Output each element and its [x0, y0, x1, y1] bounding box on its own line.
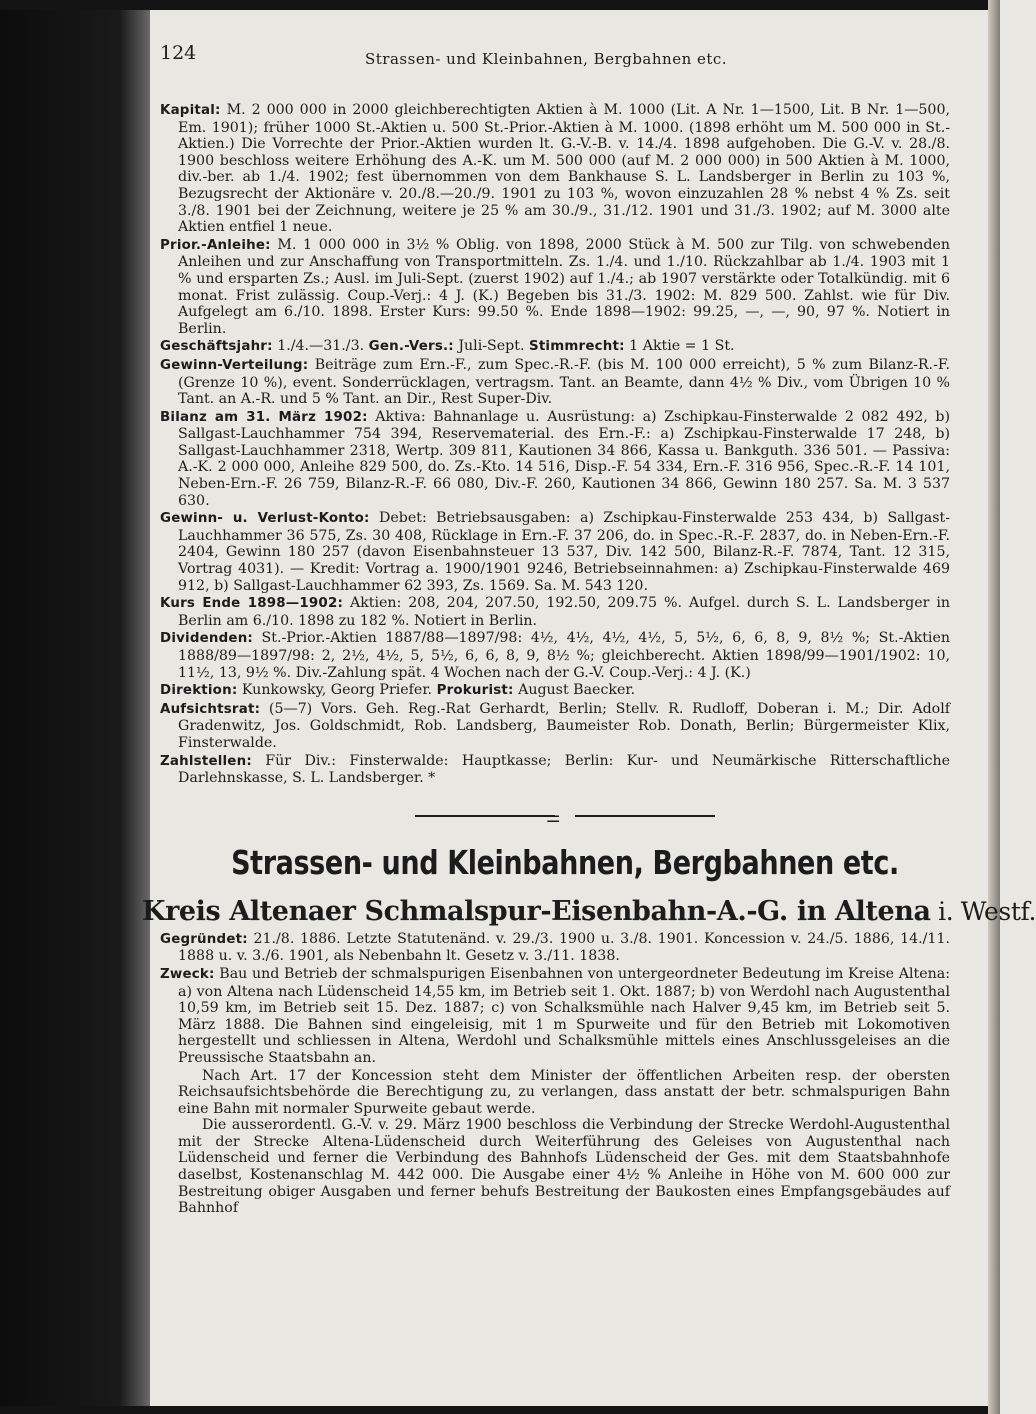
- entry-extra-label: Stimmrecht:: [528, 339, 625, 355]
- entry-text: Debet: Betriebsausgaben: a) Zschipkau-Finsterwalde 253 434, b) Sallgast-Lauchhammer 36 575, Zs. 30 408, Rücklage in Ern.-F. 37 206, do. in Spec.-R.-F. 2837, do. in Neben-Ern.-F. 2404, Gewinn 180 257 (davon Eisenbahnsteuer 13 537, Div. 142 500, Bilanz-R.-F. 7874, Tant. 12 315, Vortrag 4031). — Kredit: Vortrag a. 1900/1901 9246, Betriebseinnahmen: a) Zschipkau-Finsterwalde 469 912, b) Sallgast-Lauchhammer 62 393, Zs. 1569. Sa. M. 543 120.: [178, 510, 951, 594]
- entry-label: Aufsichtsrat:: [160, 701, 261, 717]
- scan-top-margin: [0, 0, 1000, 10]
- entry-extra-text: August Baecker.: [518, 682, 636, 699]
- entry-text: Aktien: 208, 204, 207.50, 192.50, 209.75 %. Aufgel. durch S. L. Landsberger in Berlin am 6./10. 1898 zu 182 %. Notiert in Berlin.: [178, 595, 950, 629]
- page-content: [142, 40, 1036, 1370]
- entry-label: Direktion:: [160, 683, 238, 699]
- section-divider: [160, 803, 950, 831]
- scan-bottom-margin: [0, 1406, 1000, 1414]
- entry-paragraph: [160, 931, 950, 965]
- entry-extra-label: Gen.-Vers.:: [368, 339, 454, 355]
- entry-text: (5—7) Vors. Geh. Reg.-Rat Gerhardt, Berlin; Stellv. R. Rudloff, Doberan i. M.; Dir. Adolf Gradenwitz, Jos. Goldschmidt, Rob. Landsberg, Baumeister Rob. Donath, Berlin; Bürgermeister Klix, Finsterwalde.: [178, 700, 950, 751]
- entry-label: Zweck:: [160, 966, 215, 982]
- entry-text: 21./8. 1886. Letzte Statutenänd. v. 29./3. 1900 u. 3./8. 1901. Koncession v. 24./5. 1886, 14./11. 1888 u. v. 3./6. 1901, als Nebenbahn lt. Gesetz v. 3./11. 1838.: [178, 930, 950, 965]
- scan-right-margin: [988, 0, 1000, 1414]
- divider-line-right: [575, 815, 715, 817]
- scan-left-margin: [0, 0, 150, 1414]
- entry-paragraph: [160, 357, 950, 408]
- entry-paragraph: [160, 966, 950, 1067]
- page-number: 124: [160, 42, 197, 64]
- entry-label: Dividenden:: [160, 631, 253, 647]
- entry-paragraph: [160, 102, 950, 236]
- entry-paragraph: [160, 701, 950, 752]
- entry-text: Bau und Betrieb der schmalspurigen Eisenbahnen von untergeordneter Bedeutung im Kreise Altena: a) von Altena nach Lüdenscheid 14,55 km, im Betrieb seit 1. Okt. 1887; b) von Werdohl nach Augustenthal 10,59 km, im Betrieb seit 15. Dez. 1887; c) von Schalksmühle nach Halver 9,45 km, im Betrieb seit 5. März 1888. Die Bahnen sind eingeleisig, mit 1 m Spurweite und für den Betrieb mit Lokomotiven hergestellt und schliessen in Altena, Werdohl und Schalksmühle mittels eines Anschlussgeleises an die Preussische Staatsbahn an.: [178, 965, 950, 1066]
- divider-line-left: [415, 815, 555, 817]
- paragraphs-bottom: [160, 1068, 950, 1217]
- entries-bottom: [160, 931, 950, 1067]
- entry-label: Gewinn- u. Verlust-Konto:: [160, 511, 370, 527]
- entry-label: Kapital:: [160, 103, 221, 118]
- entry-label: Geschäftsjahr:: [160, 339, 273, 355]
- running-head: [160, 40, 950, 76]
- running-title: Strassen- und Kleinbahnen, Bergbahnen etc.: [365, 50, 728, 68]
- entry-paragraph: [160, 630, 950, 681]
- entry-label: Gegründet:: [160, 931, 248, 947]
- entry-paragraph: [160, 409, 950, 510]
- entry-label: Bilanz am 31. März 1902:: [160, 409, 368, 425]
- entry-text: Kunkowsky, Georg Priefer.: [241, 682, 433, 699]
- entry-text: Für Div.: Finsterwalde: Hauptkasse; Berlin: Kur- und Neumärkische Ritterschaftliche Darlehnskasse, S. L. Landsberger. *: [178, 752, 950, 787]
- entry-extra-text: Juli-Sept.: [458, 338, 525, 355]
- company-location-suffix: i. Westf.: [930, 896, 1036, 926]
- body-paragraph: Die ausserordentl. G.-V. v. 29. März 1900 beschloss die Verbindung der Strecke Werdohl-Augustenthal mit der Strecke Altena-Lüdenscheid durch Weiterführung des Geleises von Augustenthal nach Lüdenscheid und ferner die Verbindung des Bahnhofs Lüdenscheid der Ges. mit dem Staatsbahnhofe daselbst, Kostenanschlag M. 442 000. Die Ausgabe einer 4½ % Anleihe in Höhe von M. 600 000 zur Bestreitung obiger Ausgaben und ferner behufs Bestreitung der Baukosten eines Empfangsgebäudes auf Bahnhof: [178, 1117, 950, 1217]
- entry-paragraph: [160, 237, 950, 338]
- entry-paragraph: [160, 510, 950, 594]
- entry-label: Gewinn-Verteilung:: [160, 357, 309, 373]
- entry-paragraph: [160, 682, 950, 700]
- company-title: [142, 895, 1036, 927]
- body-paragraph: Nach Art. 17 der Koncession steht dem Minister der öffentlichen Arbeiten resp. der obersten Reichsaufsichtsbehörde die Berechtigung zu, zu verlangen, dass anstatt der betr. schmalspurigen Bahn eine Bahn mit normaler Spurweite gebaut werde.: [178, 1067, 950, 1117]
- entry-paragraph: [160, 595, 950, 629]
- entry-extra-label: Prokurist:: [436, 683, 514, 699]
- entry-paragraph: [160, 753, 950, 787]
- entry-text: M. 1 000 000 in 3½ % Oblig. von 1898, 2000 Stück à M. 500 zur Tilg. von schwebenden Anleihen und zur Anschaffung von Transportmitteln. Zs. 1./4. und 1./10. Rückzahlbar ab 1./4. 1903 mit 1 % und ersparten Zs.; Ausl. im Juli-Sept. (zuerst 1902) auf 1./4.; ab 1907 verstärkte oder Totalkündig. mit 6 monat. Frist zulässig. Coup.-Verj.: 4 J. (K.) Begeben bis 31./3. 1902: M. 829 500. Zahlst. wie für Div. Aufgelegt am 6./10. 1898. Erster Kurs: 99.50 %. Ende 1898—1902: 99.25, —, —, 90, 97 %. Notiert in Berlin.: [178, 236, 950, 337]
- entry-label: Prior.-Anleihe:: [160, 237, 271, 253]
- company-name: Kreis Altenaer Schmalspur-Eisenbahn-A.-G. in Altena: [142, 895, 931, 927]
- entry-paragraph: [160, 338, 950, 356]
- section-title: Strassen- und Kleinbahnen, Bergbahnen etc.: [231, 842, 899, 882]
- entry-text: St.-Prior.-Aktien 1887/88—1897/98: 4½, 4½, 4½, 4½, 5, 5½, 6, 6, 8, 9, 8½ %; St.-Aktien 1888/89—1897/98: 2, 2½, 4½, 5, 5½, 6, 6, 8, 9, 8½ %; gleichberecht. Aktien 1898/99—1901/1902: 10, 11½, 13, 9½ %. Div.-Zahlung spät. 4 Wochen nach der G.-V. Coup.-Verj.: 4 J. (K.): [178, 630, 950, 681]
- divider-ornament: ⚌: [546, 806, 561, 826]
- entry-text: Aktiva: Bahnanlage u. Ausrüstung: a) Zschipkau-Finsterwalde 2 082 492, b) Sallgast-Lauchhammer 754 394, Reservematerial. des Ern.-F.: a) Zschipkau-Finsterwalde 17 248, b) Sallgast-Lauchhammer 2318, Wertp. 309 811, Kautionen 34 866, Kassa u. Bankguth. 336 501. — Passiva: A.-K. 2 000 000, Anleihe 829 500, do. Zs.-Kto. 14 516, Disp.-F. 54 334, Ern.-F. 316 956, Spec.-R.-F. 14 101, Neben-Ern.-F. 26 759, Bilanz-R.-F. 66 080, Div.-F. 260, Kautionen 34 866, Gewinn 180 257. Sa. M. 3 537 630.: [178, 408, 951, 509]
- entries-top: [160, 102, 950, 787]
- entry-text: M. 2 000 000 in 2000 gleichberechtigten Aktien à M. 1000 (Lit. A Nr. 1—1500, Lit. B Nr. 1—500, Em. 1901); früher 1000 St.-Aktien u. 500 St.-Prior.-Aktien à M. 1000. (1898 erhöht um M. 500 000 in St.-Aktien.) Die Vorrechte der Prior.-Aktien wurden lt. G.-V.-B. v. 14./4. 1898 aufgehoben. Die G.-V. v. 28./8. 1900 beschloss weitere Erhöhung des A.-K. um M. 500 000 (auf M. 2 000 000) in 500 Aktien à M. 1000, div.-ber. ab 1./4. 1902; fest übernommen von dem Bankhause S. L. Landsberger in Berlin zu 103 %, Bezugsrecht der Aktionäre v. 20./8.—20./9. 1901 zu 103 %, wovon einzuzahlen 28 % nebst 4 % Zs. seit 3./8. 1901 bei der Zeichnung, weitere je 25 % am 30./9., 31./12. 1901 und 31./3. 1902; auf M. 3000 alte Aktien entfiel 1 neue.: [178, 102, 950, 236]
- entry-label: Kurs Ende 1898—1902:: [160, 596, 344, 612]
- entry-label: Zahlstellen:: [160, 753, 252, 769]
- entry-text: 1./4.—31./3.: [277, 338, 365, 355]
- entry-text: Beiträge zum Ern.-F., zum Spec.-R.-F. (bis M. 100 000 erreicht), 5 % zum Bilanz-R.-F. (Grenze 10 %), event. Sonderrücklagen, vertragsm. Tant. an Beamte, dann 4½ % Div., vom Übrigen 10 % Tant. an A.-R. und 5 % Tant. an Dir., Rest Super-Div.: [178, 356, 950, 408]
- entry-extra-text: 1 Aktie = 1 St.: [629, 338, 735, 355]
